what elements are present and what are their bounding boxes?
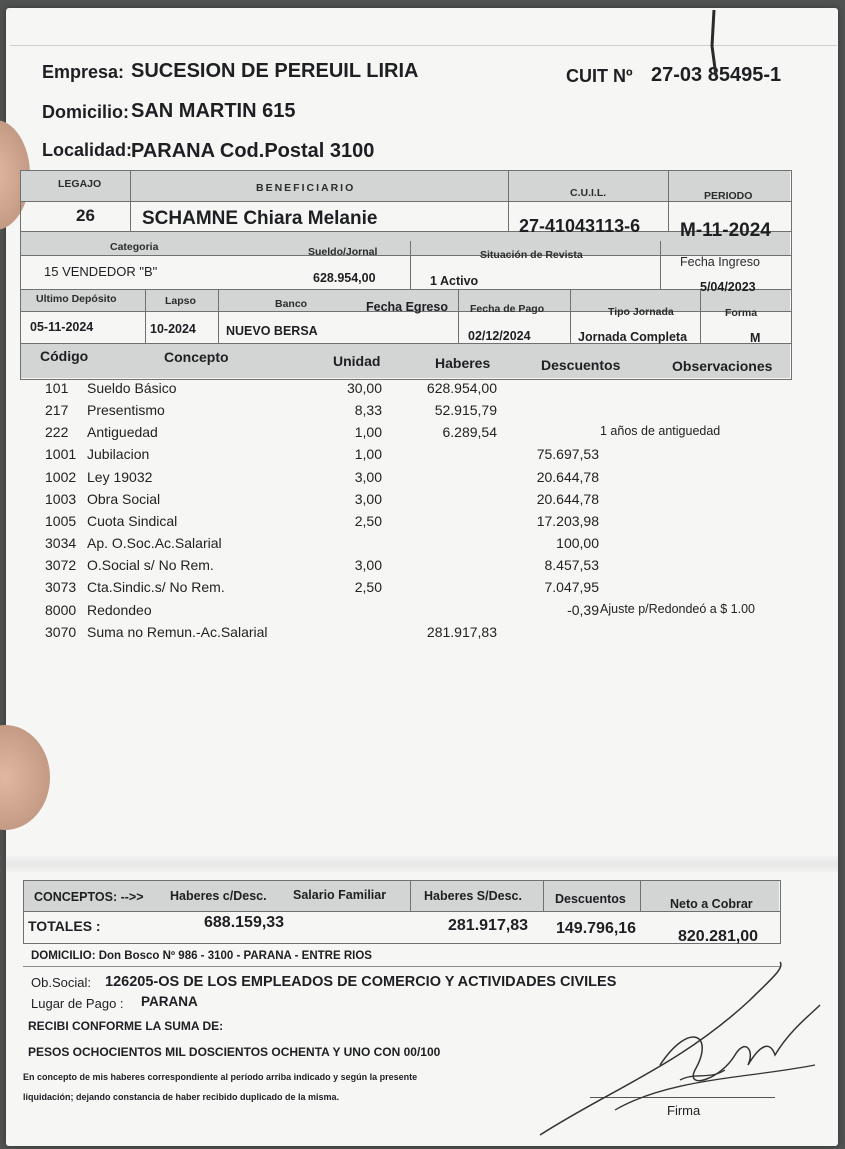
row-descuentos: -0,39 xyxy=(567,601,599,618)
row-concepto: Jubilacion xyxy=(87,446,150,463)
sueldo-label: Sueldo/Jornal xyxy=(308,246,378,258)
row-haberes: 52.915,79 xyxy=(434,402,497,419)
col-observaciones: Observaciones xyxy=(672,358,773,374)
grid-vline xyxy=(458,289,459,343)
row-unidad: 1,00 xyxy=(354,446,382,463)
row-concepto: Cuota Sindical xyxy=(87,512,178,529)
domicilio-label: Domicilio: xyxy=(42,102,130,122)
footer-domicilio: DOMICILIO: Don Bosco Nº 986 - 3100 - PARANA - ENTRE RIOS xyxy=(31,950,372,962)
firma-label: Firma xyxy=(667,1103,701,1118)
neto-label: Neto a Cobrar xyxy=(670,897,753,911)
beneficiario-label: BENEFICIARIO xyxy=(256,182,356,194)
grid-line xyxy=(23,911,780,912)
signature-drawing xyxy=(520,960,840,1145)
grid-vline xyxy=(410,881,411,911)
grid-line xyxy=(20,255,791,256)
totales-label: TOTALES : xyxy=(28,918,101,934)
row-codigo: 3073 xyxy=(45,579,77,596)
grid-vline xyxy=(640,881,641,911)
forma-label: Forma xyxy=(725,307,758,319)
localidad-label: Localidad: xyxy=(42,140,133,160)
row-concepto: O.Social s/ No Rem. xyxy=(87,557,214,574)
row-unidad: 3,00 xyxy=(354,468,382,485)
situacion-value: 1 Activo xyxy=(430,274,479,288)
descuentos-label: Descuentos xyxy=(555,892,626,906)
haberes-cdesc-value: 688.159,33 xyxy=(204,914,285,931)
col-codigo: Código xyxy=(40,348,89,364)
col-descuentos: Descuentos xyxy=(541,357,621,373)
fecha-ingreso-value: 5/04/2023 xyxy=(700,280,756,294)
banco-label: Banco xyxy=(275,298,308,310)
cuil-label: C.U.I.L. xyxy=(570,187,607,199)
row-codigo: 222 xyxy=(45,424,69,441)
fecha-egreso-label: Fecha Egreso xyxy=(366,300,448,314)
row-descuentos: 20.644,78 xyxy=(536,468,599,485)
row-descuentos: 8.457,53 xyxy=(544,557,599,574)
header-band-1 xyxy=(21,171,790,201)
situacion-label: Situación de Revista xyxy=(480,249,583,261)
row-codigo: 1005 xyxy=(45,512,77,529)
legajo-label: LEGAJO xyxy=(58,178,102,190)
grid-vline xyxy=(218,289,219,343)
col-haberes: Haberes xyxy=(435,355,491,371)
row-codigo: 1001 xyxy=(45,446,77,463)
haberes-cdesc-label: Haberes c/Desc. xyxy=(170,889,267,903)
row-concepto: Redondeo xyxy=(87,601,152,618)
row-descuentos: 7.047,95 xyxy=(544,579,599,596)
row-haberes: 628.954,00 xyxy=(426,380,497,396)
leyenda-2: liquidación; dejando constancia de haber recibido duplicado de la misma. xyxy=(23,1092,340,1102)
salario-familiar-label: Salario Familiar xyxy=(293,888,387,902)
cuil-value: 27-41043113-6 xyxy=(519,216,641,236)
cuit-value: 27-03 85495-1 xyxy=(651,64,782,86)
row-codigo: 217 xyxy=(45,402,69,419)
row-codigo: 3034 xyxy=(45,535,77,552)
grid-line xyxy=(20,231,791,232)
row-unidad: 30,00 xyxy=(346,380,382,396)
row-unidad: 3,00 xyxy=(354,557,382,574)
row-obs: Ajuste p/Redondeó a $ 1.00 xyxy=(600,601,755,616)
row-concepto: Suma no Remun.-Ac.Salarial xyxy=(87,623,268,640)
lugar-pago-label: Lugar de Pago : xyxy=(31,996,124,1011)
row-descuentos: 100,00 xyxy=(556,535,599,552)
recibi-text: RECIBI CONFORME LA SUMA DE: xyxy=(28,1019,224,1033)
fecha-ingreso-label: Fecha Ingreso xyxy=(680,255,760,269)
row-codigo: 8000 xyxy=(45,601,77,618)
row-obs: 1 años de antiguedad xyxy=(600,424,721,439)
lugar-pago-value: PARANA xyxy=(141,994,198,1009)
neto-value: 820.281,00 xyxy=(678,928,759,945)
suma-letras: PESOS OCHOCIENTOS MIL DOSCIENTOS OCHENTA Y UNO CON 00/100 xyxy=(28,1045,441,1059)
row-descuentos: 75.697,53 xyxy=(536,446,599,463)
grid-vline xyxy=(543,881,544,911)
leyenda-1: En concepto de mis haberes correspondiente al período arriba indicado y según la presente xyxy=(23,1072,418,1082)
row-haberes: 281.917,83 xyxy=(426,623,497,640)
forma-value: M xyxy=(750,331,761,345)
localidad-value: PARANA Cod.Postal 3100 xyxy=(131,140,375,162)
lapso-value: 10-2024 xyxy=(150,322,196,336)
pen-mark xyxy=(702,6,724,86)
row-unidad: 3,00 xyxy=(354,490,382,507)
grid-line xyxy=(20,201,791,202)
row-concepto: Sueldo Básico xyxy=(87,380,177,396)
col-unidad: Unidad xyxy=(333,353,381,369)
row-codigo: 1002 xyxy=(45,468,77,485)
ultimo-deposito-value: 05-11-2024 xyxy=(30,320,94,334)
employee-name: SCHAMNE Chiara Melanie xyxy=(142,208,378,229)
categoria-value: 15 VENDEDOR "B" xyxy=(44,264,158,279)
obsocial-label: Ob.Social: xyxy=(31,975,91,990)
domicilio-value: SAN MARTIN 615 xyxy=(131,100,296,122)
grid-vline xyxy=(570,289,571,343)
descuentos-value: 149.796,16 xyxy=(556,920,637,937)
row-concepto: Obra Social xyxy=(87,490,161,507)
banco-value: NUEVO BERSA xyxy=(226,324,318,338)
grid-vline xyxy=(508,171,509,231)
col-concepto: Concepto xyxy=(164,349,229,365)
row-concepto: Presentismo xyxy=(87,402,165,419)
lapso-label: Lapso xyxy=(165,295,196,307)
periodo-label: PERIODO xyxy=(704,190,753,202)
cuit-label: CUIT Nº xyxy=(566,66,633,86)
grid-vline xyxy=(668,171,669,231)
row-codigo: 3072 xyxy=(45,557,77,574)
tipo-jornada-label: Tipo Jornada xyxy=(608,306,674,318)
categoria-label: Categoria xyxy=(110,241,159,253)
row-codigo: 3070 xyxy=(45,623,77,640)
grid-vline xyxy=(130,171,131,231)
row-descuentos: 17.203,98 xyxy=(536,512,599,529)
ultimo-deposito-label: Ultimo Depósito xyxy=(36,293,117,305)
haberes-sdesc-value: 281.917,83 xyxy=(448,917,529,934)
row-unidad: 8,33 xyxy=(354,402,382,419)
legajo-value: 26 xyxy=(76,206,95,225)
grid-vline xyxy=(700,289,701,343)
grid-vline xyxy=(660,241,661,289)
row-unidad: 2,50 xyxy=(354,579,382,596)
empresa-name: SUCESION DE PEREUIL LIRIA xyxy=(131,60,419,82)
row-codigo: 101 xyxy=(45,380,69,396)
obsocial-value: 126205-OS DE LOS EMPLEADOS DE COMERCIO Y ACTIVIDADES CIVILES xyxy=(105,974,617,990)
tipo-jornada-value: Jornada Completa xyxy=(578,330,688,344)
row-unidad: 2,50 xyxy=(354,512,382,529)
row-concepto: Ap. O.Soc.Ac.Salarial xyxy=(87,535,222,552)
paper-fold xyxy=(6,856,838,872)
row-codigo: 1003 xyxy=(45,490,77,507)
row-unidad: 1,00 xyxy=(354,424,382,441)
conceptos-label: CONCEPTOS: -->> xyxy=(34,890,144,904)
haberes-sdesc-label: Haberes S/Desc. xyxy=(424,889,522,903)
grid-vline xyxy=(145,289,146,343)
grid-vline xyxy=(410,241,411,289)
fecha-pago-label: Fecha de Pago xyxy=(470,303,545,315)
periodo-value: M-11-2024 xyxy=(680,220,771,241)
empresa-label: Empresa: xyxy=(42,62,125,82)
sueldo-value: 628.954,00 xyxy=(313,271,376,285)
row-concepto: Ley 19032 xyxy=(87,468,153,485)
grid-line xyxy=(20,289,791,290)
fecha-pago-value: 02/12/2024 xyxy=(468,329,531,343)
row-descuentos: 20.644,78 xyxy=(536,490,599,507)
row-concepto: Antiguedad xyxy=(87,424,158,441)
row-haberes: 6.289,54 xyxy=(442,424,497,441)
row-concepto: Cta.Sindic.s/ No Rem. xyxy=(87,579,225,596)
